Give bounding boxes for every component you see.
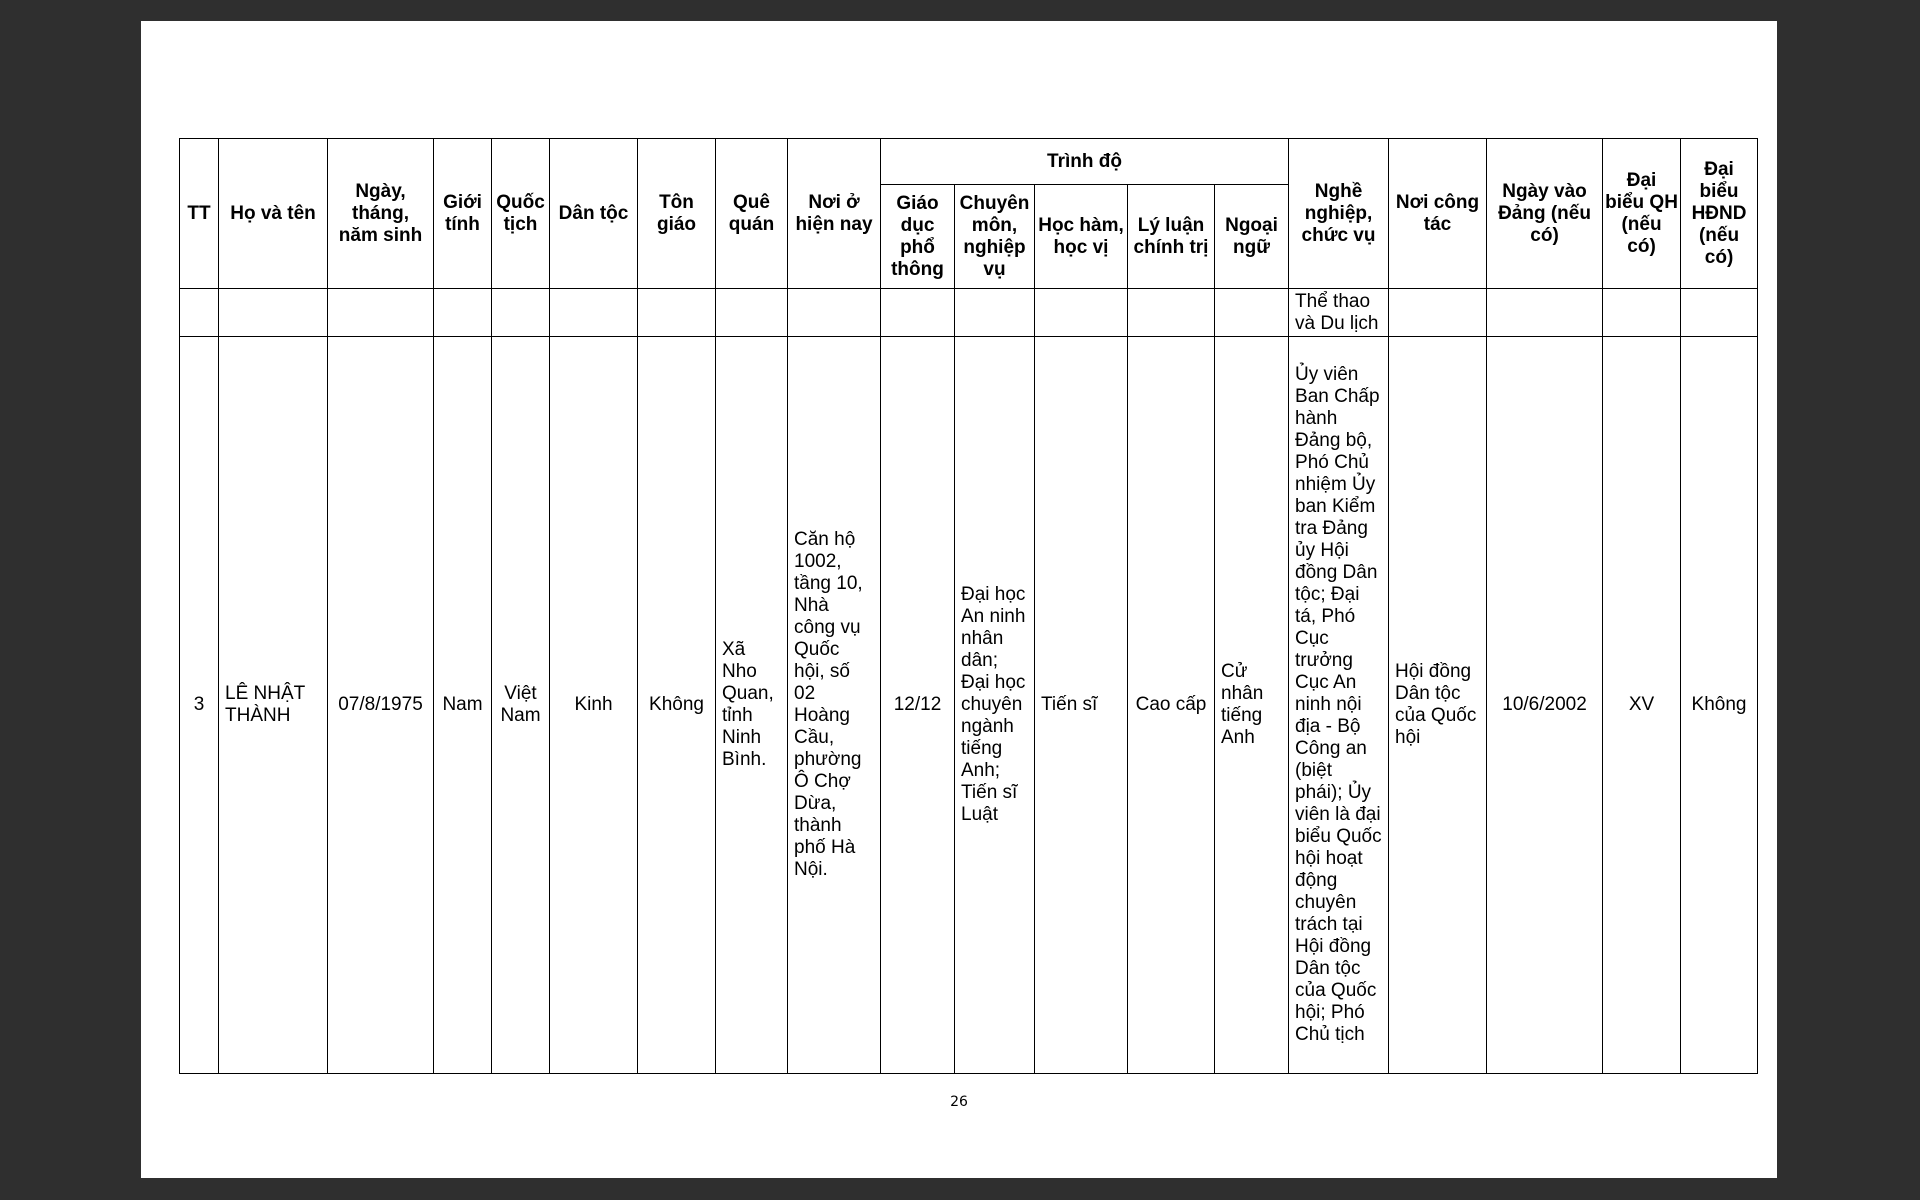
document-page bbox=[141, 21, 1777, 1178]
header-dob: Ngày, tháng, năm sinh bbox=[328, 139, 434, 289]
header-nationality: Quốc tịch bbox=[492, 139, 550, 289]
header-hometown: Quê quán bbox=[716, 139, 788, 289]
header-religion: Tôn giáo bbox=[638, 139, 716, 289]
cell-empty bbox=[788, 289, 881, 337]
header-party-date: Ngày vào Đảng (nếu có) bbox=[1487, 139, 1603, 289]
header-ethnicity: Dân tộc bbox=[550, 139, 638, 289]
header-general-edu: Giáo dục phổ thông bbox=[881, 185, 955, 289]
cell-tt: 3 bbox=[180, 337, 219, 1074]
cell-name: LÊ NHẬT THÀNH bbox=[219, 337, 328, 1074]
header-residence: Nơi ở hiện nay bbox=[788, 139, 881, 289]
header-gender: Giới tính bbox=[434, 139, 492, 289]
cell-gender: Nam bbox=[434, 337, 492, 1074]
cell-hometown: Xã Nho Quan, tỉnh Ninh Bình. bbox=[716, 337, 788, 1074]
cell-general-edu: 12/12 bbox=[881, 337, 955, 1074]
cell-empty bbox=[1215, 289, 1289, 337]
cell-empty bbox=[180, 289, 219, 337]
cell-workplace: Hội đồng Dân tộc của Quốc hội bbox=[1389, 337, 1487, 1074]
continued-row bbox=[180, 289, 1758, 337]
cell-specialty: Đại học An ninh nhân dân; Đại học chuyên ngành tiếng Anh; Tiến sĩ Luật bbox=[955, 337, 1035, 1074]
header-political-theory: Lý luận chính trị bbox=[1128, 185, 1215, 289]
cell-empty bbox=[881, 289, 955, 337]
header-language: Ngoại ngữ bbox=[1215, 185, 1289, 289]
candidate-table bbox=[179, 138, 1758, 1074]
header-degree: Học hàm, học vị bbox=[1035, 185, 1128, 289]
cell-empty bbox=[492, 289, 550, 337]
cell-na-deputy: XV bbox=[1603, 337, 1681, 1074]
cell-occupation-continued: Thể thao và Du lịch bbox=[1289, 289, 1389, 337]
cell-empty bbox=[219, 289, 328, 337]
cell-empty bbox=[638, 289, 716, 337]
cell-language: Cử nhân tiếng Anh bbox=[1215, 337, 1289, 1074]
cell-ethnicity: Kinh bbox=[550, 337, 638, 1074]
cell-party-date: 10/6/2002 bbox=[1487, 337, 1603, 1074]
cell-degree: Tiến sĩ bbox=[1035, 337, 1128, 1074]
cell-empty bbox=[1603, 289, 1681, 337]
header-row-1 bbox=[180, 139, 1758, 185]
header-council-deputy: Đại biểu HĐND (nếu có) bbox=[1681, 139, 1758, 289]
cell-residence: Căn hộ 1002, tầng 10, Nhà công vụ Quốc hội, số 02 Hoàng Cầu, phường Ô Chợ Dừa, thành phố Hà Nội. bbox=[788, 337, 881, 1074]
cell-empty bbox=[1128, 289, 1215, 337]
header-na-deputy: Đại biểu QH (nếu có) bbox=[1603, 139, 1681, 289]
header-occupation: Nghề nghiệp, chức vụ bbox=[1289, 139, 1389, 289]
cell-empty bbox=[1681, 289, 1758, 337]
cell-empty bbox=[1389, 289, 1487, 337]
cell-council-deputy: Không bbox=[1681, 337, 1758, 1074]
cell-empty bbox=[550, 289, 638, 337]
cell-empty bbox=[1035, 289, 1128, 337]
table-row bbox=[180, 337, 1758, 1074]
cell-dob: 07/8/1975 bbox=[328, 337, 434, 1074]
cell-empty bbox=[955, 289, 1035, 337]
cell-religion: Không bbox=[638, 337, 716, 1074]
page-number: 26 bbox=[950, 1094, 968, 1110]
header-workplace: Nơi công tác bbox=[1389, 139, 1487, 289]
header-tt: TT bbox=[180, 139, 219, 289]
header-name: Họ và tên bbox=[219, 139, 328, 289]
header-specialty: Chuyên môn, nghiệp vụ bbox=[955, 185, 1035, 289]
cell-nationality: Việt Nam bbox=[492, 337, 550, 1074]
cell-empty bbox=[328, 289, 434, 337]
cell-occupation: Ủy viên Ban Chấp hành Đảng bộ, Phó Chủ nhiệm Ủy ban Kiểm tra Đảng ủy Hội đồng Dân tộc; Đại tá, Phó Cục trưởng Cục An ninh nội địa - Bộ Công an (biệt phái); Ủy viên là đại biểu Quốc hội hoạt động chuyên trách tại Hội đồng Dân tộc của Quốc hội; Phó Chủ tịch bbox=[1289, 337, 1389, 1074]
cell-empty bbox=[434, 289, 492, 337]
header-education-group: Trình độ bbox=[881, 139, 1289, 185]
cell-political-theory: Cao cấp bbox=[1128, 337, 1215, 1074]
cell-empty bbox=[1487, 289, 1603, 337]
cell-empty bbox=[716, 289, 788, 337]
